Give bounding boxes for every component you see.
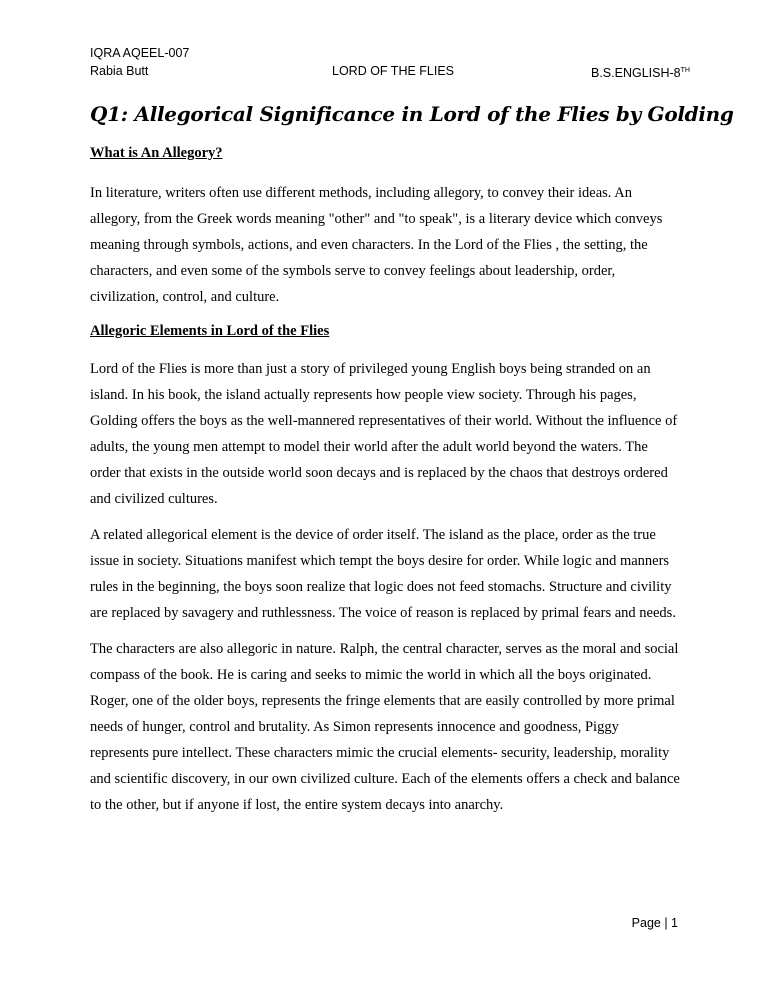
header-row-2 (90, 62, 690, 80)
paragraph-allegory-definition: In literature, writers often use different methods, including allegory, to convey their ideas. An allegory, from the Greek words meaning "other" and "to speak", is a literary device which conveys meaning through symbols, actions, and even characters. In the Lord of the Flies , the setting, the characters, and even some of the symbols serve to convey feelings about leadership, order, civilization, control, and culture. (90, 185, 663, 305)
program-label (591, 62, 690, 82)
paragraph-island-society: Lord of the Flies is more than just a story of privileged young English boys being stranded on an island. In his book, the island actually represents how people view society. Through his pages, Golding offers the boys as the well-mannered representatives of their world. Without the influence of adults, the young men attempt to model their world after the adult world beyond the waters. The order that exists in the outside world soon decays and is replaced by the chaos that destroys ordered and civilized cultures. (90, 361, 678, 507)
paragraph-order-device: A related allegorical element is the device of order itself. The island as the place, order as the true issue in society. Situations manifest which tempt the boys desire for order. While logic and manners rules in the beginning, the boys soon realize that logic does not feed stomachs. Structure and civility are replaced by savagery and ruthlessness. The voice of reason is replaced by primal fears and needs. (90, 527, 676, 621)
header-row-1 (90, 44, 690, 62)
program-text: B.S.ENGLISH-8 (591, 66, 681, 80)
paragraph-characters: The characters are also allegoric in nature. Ralph, the central character, serves as the moral and social compass of the book. He is caring and seeks to mimic the world in which all the boys originated. Roger, one of the older boys, represents the fringe elements that are easily controlled by more primal needs of hunger, control and brutality. As Simon represents innocence and goodness, Piggy represents pure intellect. These characters mimic the crucial elements- security, leadership, morality and scientific discovery, in our own civilized culture. Each of the elements offers a check and balance to the other, but if anyone if lost, the entire system decays into anarchy. (90, 641, 680, 813)
book-title: LORD OF THE FLIES (332, 64, 455, 78)
document-body (90, 142, 680, 828)
page-number: Page | 1 (631, 916, 678, 930)
page-title: Q1: Allegorical Significance in Lord of the Flies by Golding (90, 102, 734, 126)
program-superscript: TH (680, 67, 690, 74)
student-id: IQRA AQEEL-007 (90, 46, 190, 60)
student-name: Rabia Butt (90, 64, 149, 78)
section-heading-allegoric-elements: Allegoric Elements in Lord of the Flies (90, 323, 330, 339)
page-header (90, 44, 690, 80)
section-heading-allegory: What is An Allegory? (90, 145, 223, 161)
